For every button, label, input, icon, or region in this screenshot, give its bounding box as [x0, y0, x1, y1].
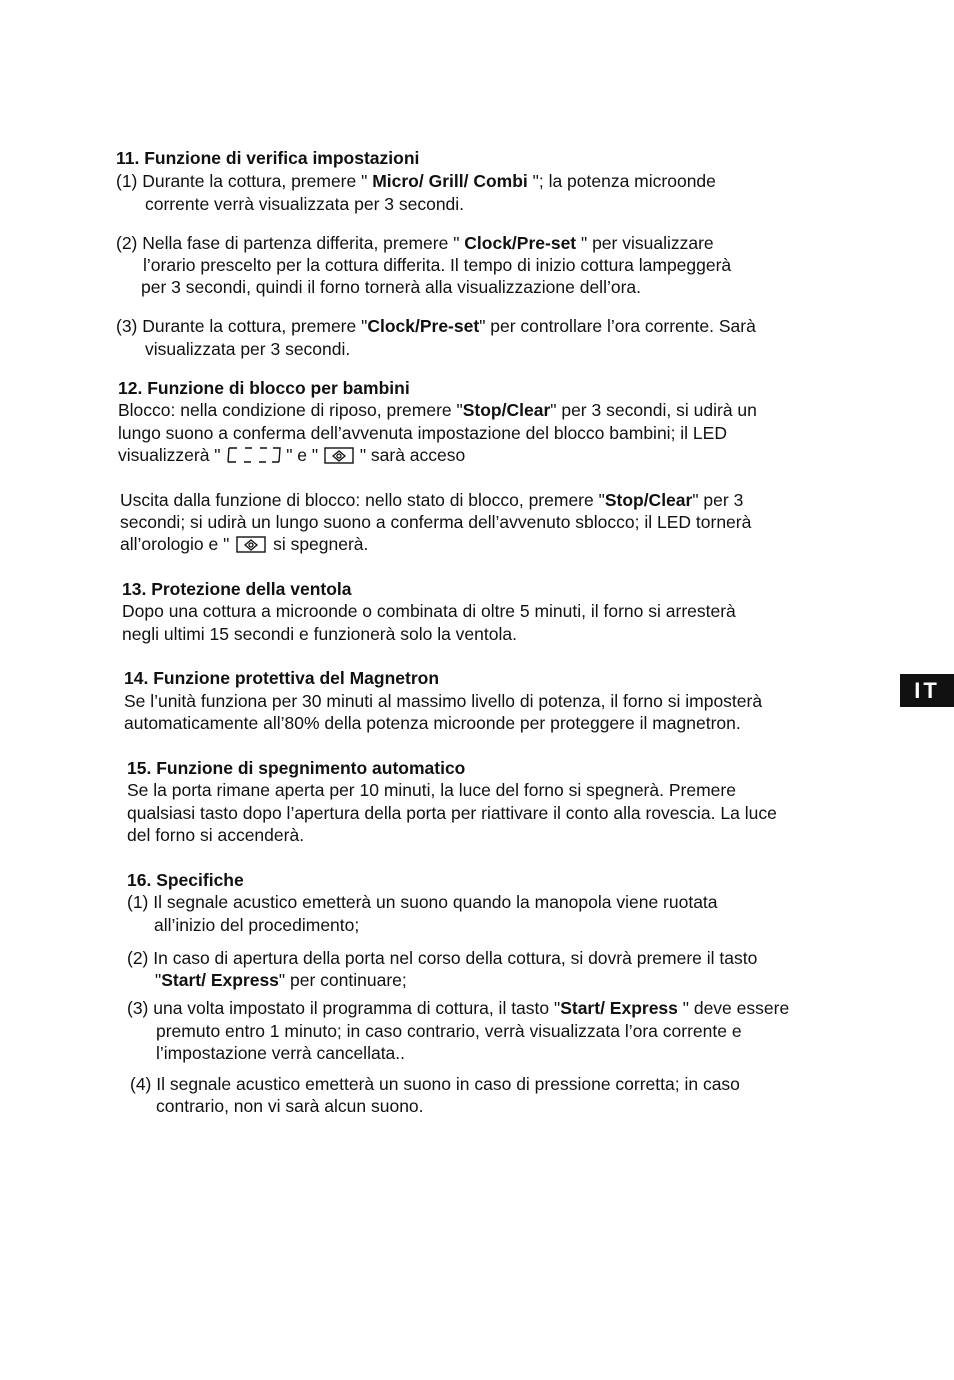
text: ": [155, 970, 162, 990]
text: " per continuare;: [278, 970, 407, 990]
s12-unlock-line3: [120, 533, 368, 559]
s15-line1: Se la porta rimane aperta per 10 minuti, la luce del forno si spegnerà. Premere: [127, 780, 736, 800]
key-label-stop-clear: Stop/Clear: [462, 400, 551, 420]
section-15-title: 15. Funzione di spegnimento automatico: [127, 758, 466, 778]
s16-p3-line3: l’impostazione verrà cancellata..: [156, 1043, 406, 1063]
section-13-title: 13. Protezione della ventola: [122, 579, 352, 599]
s13-line2: negli ultimi 15 secondi e funzionerà solo la ventola.: [122, 624, 517, 644]
text: (1) Durante la cottura, premere ": [116, 171, 373, 191]
section-11-title: 11. Funzione di verifica impostazioni: [116, 148, 420, 168]
s14-line2: automaticamente all’80% della potenza microonde per proteggere il magnetron.: [124, 713, 741, 733]
child-lock-icon: [323, 445, 355, 470]
s12-unlock-line2: secondi; si udirà un lungo suono a conferma dell’avvenuto sblocco; il LED tornerà: [120, 512, 752, 532]
language-tab-badge: IT: [900, 674, 954, 707]
s12-unlock-line1: [120, 489, 743, 511]
s11-p3-line2: visualizzata per 3 secondi.: [145, 339, 351, 359]
text: Blocco: nella condizione di riposo, premere ": [118, 400, 463, 420]
s11-p2-line1: [116, 232, 714, 254]
text: "; la potenza microonde: [527, 171, 716, 191]
s11-p1-line1: [116, 170, 716, 192]
s11-p1-line2: corrente verrà visualizzata per 3 secondi.: [145, 194, 465, 214]
child-lock-icon: [234, 534, 268, 559]
s16-p4-line2: contrario, non vi sarà alcun suono.: [156, 1096, 424, 1116]
text: Uscita dalla funzione di blocco: nello stato di blocco, premere ": [120, 490, 605, 510]
key-label-clock-preset: Clock/Pre-set: [367, 316, 480, 336]
section-16-title: 16. Specifiche: [127, 870, 244, 890]
key-label-stop-clear: Stop/Clear: [604, 490, 693, 510]
s14-line1: Se l’unità funziona per 30 minuti al massimo livello di potenza, il forno si imposterà: [124, 691, 763, 711]
s12-lock-line1: [118, 399, 757, 421]
s11-p2-line2: l’orario prescelto per la cottura differita. Il tempo di inizio cottura lampeggerà: [143, 255, 732, 275]
s15-line2: qualsiasi tasto dopo l’apertura della porta per riattivare il conto alla rovescia. La luce: [127, 803, 777, 823]
s16-p3-line2: premuto entro 1 minuto; in caso contrario, verrà visualizzata l’ora corrente e: [156, 1021, 742, 1041]
s16-p2-line2: [155, 969, 407, 991]
text: " per controllare l’ora corrente. Sarà: [479, 316, 756, 336]
s12-lock-line2: lungo suono a conferma dell’avvenuta impostazione del blocco bambini; il LED: [118, 423, 727, 443]
text: all’orologio e ": [120, 534, 235, 554]
s13-line1: Dopo una cottura a microonde o combinata di oltre 5 minuti, il forno si arresterà: [122, 601, 736, 621]
s16-p4-line1: (4) Il segnale acustico emetterà un suono in caso di pressione corretta; in caso: [130, 1074, 740, 1094]
s11-p3-line1: [116, 315, 756, 337]
s16-p1-line2: all’inizio del procedimento;: [154, 915, 360, 935]
text: si spegnerà.: [268, 534, 369, 554]
key-label-start-express: Start/ Express: [560, 998, 678, 1018]
text: (3) una volta impostato il programma di cottura, il tasto ": [127, 998, 561, 1018]
s16-p2-line1: (2) In caso di apertura della porta nel corso della cottura, si dovrà premere il tasto: [127, 948, 758, 968]
text: " sarà acceso: [354, 445, 466, 465]
section-12-title: 12. Funzione di blocco per bambini: [118, 378, 410, 398]
s16-p1-line1: (1) Il segnale acustico emetterà un suono quando la manopola viene ruotata: [127, 892, 718, 912]
section-14-title: 14. Funzione protettiva del Magnetron: [124, 668, 440, 688]
key-label-clock-preset: Clock/Pre-set: [464, 233, 577, 253]
text: " per 3 secondi, si udirà un: [550, 400, 757, 420]
key-label-micro-grill-combi: Micro/ Grill/ Combi: [372, 171, 528, 191]
text: (3) Durante la cottura, premere ": [116, 316, 368, 336]
text: visualizzerà ": [118, 445, 226, 465]
s11-p2-line3: per 3 secondi, quindi il forno tornerà alla visualizzazione dell’ora.: [141, 277, 642, 297]
s16-p3-line1: [127, 997, 789, 1019]
text: (2) Nella fase di partenza differita, premere ": [116, 233, 465, 253]
text: " per visualizzare: [576, 233, 714, 253]
key-label-start-express: Start/ Express: [161, 970, 279, 990]
s15-line3: del forno si accenderà.: [127, 825, 305, 845]
text: " per 3: [692, 490, 744, 510]
s12-lock-line3: [118, 444, 465, 470]
lock-display-segments-icon: [225, 445, 281, 470]
text: " deve essere: [677, 998, 790, 1018]
text: " e ": [281, 445, 323, 465]
